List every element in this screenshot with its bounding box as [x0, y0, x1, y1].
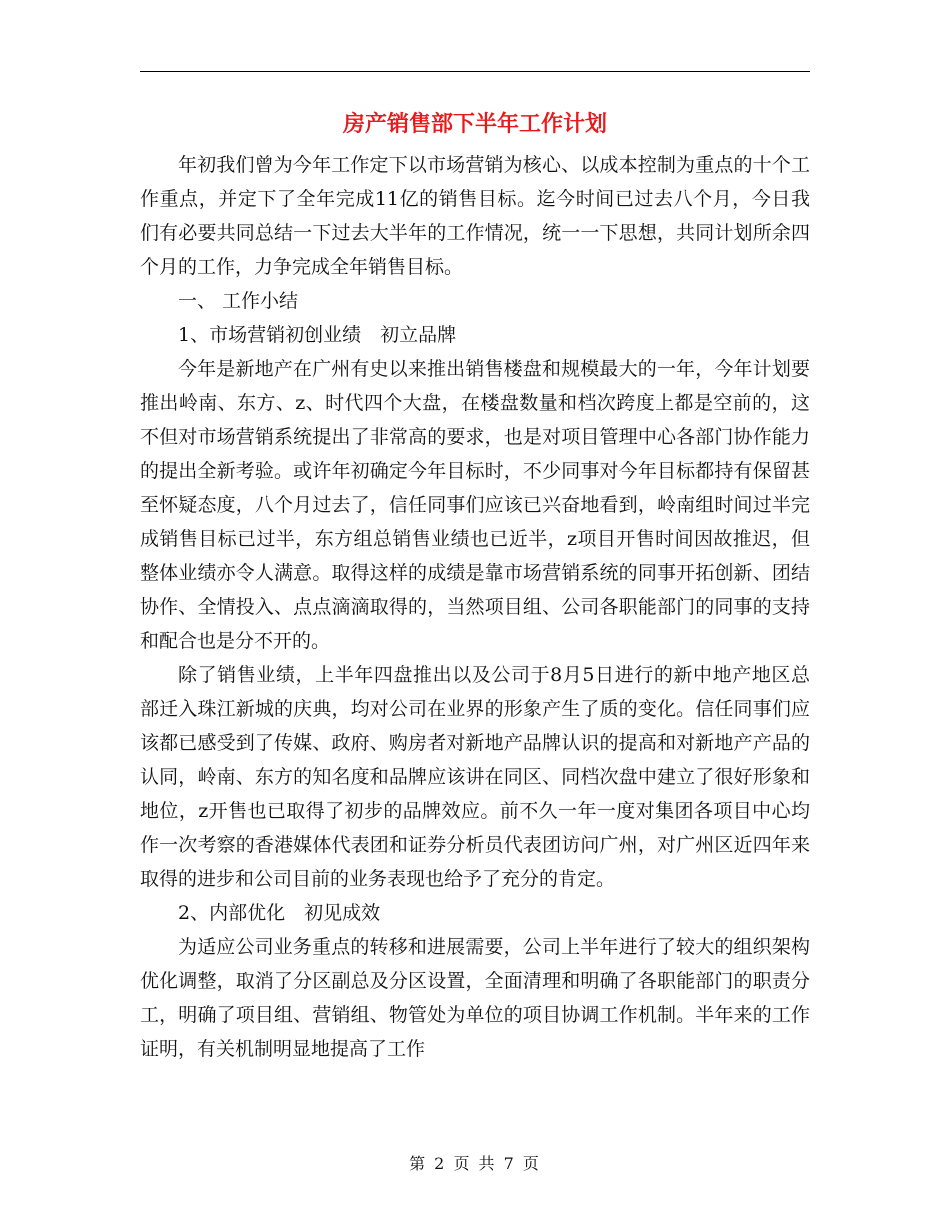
header-rule — [140, 71, 810, 72]
document-title: 房产销售部下半年工作计划 — [342, 111, 607, 137]
brand-paragraph: 除了销售业绩，上半年四盘推出以及公司于8月5日进行的新中地产地区总部迁入珠江新城的庆典，均对公司在业界的形象产生了质的变化。信任同事们应该都已感受到了传媒、政府、购房者对新地产品牌认识的提高和对新地产产品的认同，岭南、东方的知名度和品牌应该讲在同区、同档次盘中建立了很好形象和地位，z开售也已取得了初步的品牌效应。前不久一年一度对集团各项目中心均作一次考察的香港媒体代表团和证券分析员代表团访问广州，对广州区近四年来取得的进步和公司目前的业务表现也给予了充分的肯定。 — [140, 664, 810, 890]
section-heading-summary: 一、 工作小结 — [178, 290, 299, 312]
page-number: 第 2 页 共 7 页 — [409, 1154, 541, 1173]
optimization-paragraph: 为适应公司业务重点的转移和进展需要，公司上半年进行了较大的组织架构优化调整，取消了分区副总及分区设置，全面清理和明确了各职能部门的职责分工，明确了项目组、营销组、物管处为单位的项目协调工作机制。半年来的工作证明，有关机制明显地提高了工作 — [140, 936, 810, 1060]
marketing-paragraph: 今年是新地产在广州有史以来推出销售楼盘和规模最大的一年，今年计划要推出岭南、东方、z、时代四个大盘，在楼盘数量和档次跨度上都是空前的，这不但对市场营销系统提出了非常高的要求，也是对项目管理中心各部门协作能力的提出全新考验。或许年初确定今年目标时，不少同事对今年目标都持有保留甚至怀疑态度，八个月过去了，信任同事们应该已兴奋地看到，岭南组时间过半完成销售目标已过半，东方组总销售业绩也已近半，z项目开售时间因故推迟，但整体业绩亦令人满意。取得这样的成绩是靠市场营销系统的同事开拓创新、团结协作、全情投入、点点滴滴取得的，当然项目组、公司各职能部门的同事的支持和配合也是分不开的。 — [140, 358, 810, 652]
document-body — [140, 148, 810, 1066]
intro-paragraph: 年初我们曾为今年工作定下以市场营销为核心、以成本控制为重点的十个工作重点，并定下了全年完成11亿的销售目标。迄今时间已过去八个月，今日我们有必要共同总结一下过去大半年的工作情况，统一一下思想，共同计划所余四个月的工作，力争完成全年销售目标。 — [140, 154, 810, 278]
subsection-heading-marketing: 1、市场营销初创业绩 初立品牌 — [178, 324, 457, 346]
subsection-heading-optimization: 2、内部优化 初见成效 — [178, 902, 381, 924]
